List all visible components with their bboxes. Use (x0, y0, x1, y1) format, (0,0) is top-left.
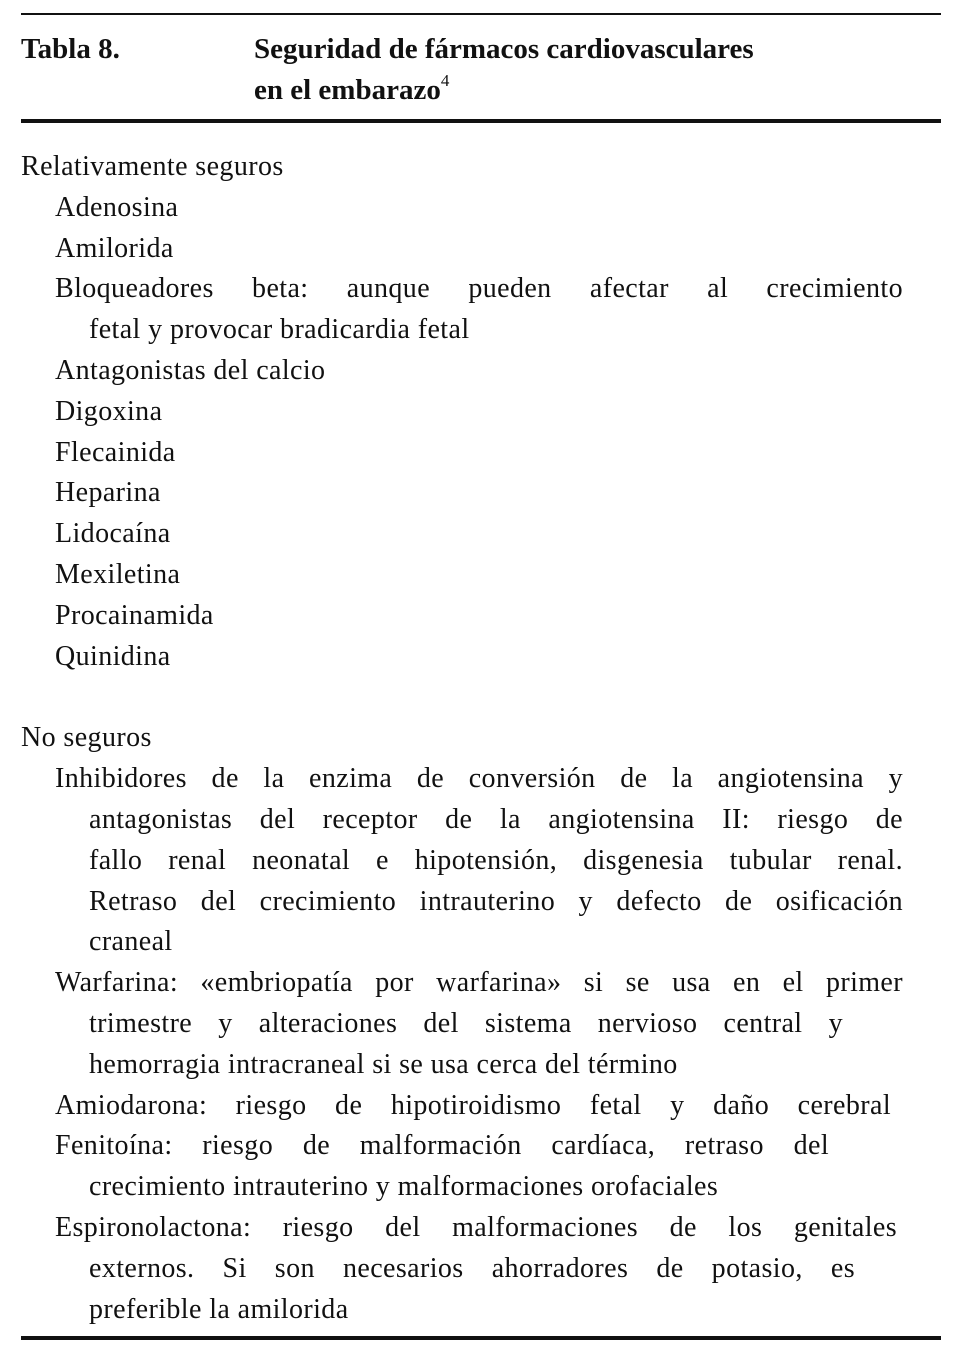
list-item: Mexiletina (55, 558, 181, 590)
list-item: Espironolactona: riesgo del malformaciones de los genitales externos. Si son necesarios ahorradores de potasio, es preferible la amilorida (55, 1211, 897, 1325)
list-item: Quinidina (55, 640, 171, 672)
list-item: Warfarina: «embriopatía por warfarina» si se usa en el primer trimestre y alteraciones del sistema nervioso central y hemorragia intracraneal si se usa cerca del término (55, 967, 903, 1080)
table-number: Tabla 8. (21, 33, 120, 65)
bottom-rule-wrapper (21, 1336, 941, 1340)
section-heading-safe: Relativamente seguros (21, 151, 284, 182)
section-heading-unsafe: No seguros (21, 722, 152, 754)
list-item: Digoxina (55, 395, 163, 427)
table-title-reference: 4 (440, 71, 450, 90)
table-title (254, 29, 934, 111)
bottom-rule (21, 1336, 941, 1340)
list-item: Heparina (55, 477, 161, 509)
section-spacer (21, 677, 941, 718)
list-item: Fenitoína: riesgo de malformación cardíaca, retraso del crecimiento intrauterino y malformaciones orofaciales (55, 1130, 829, 1203)
table-title-line2: en el embarazo (254, 74, 441, 106)
list-item: Procainamida (55, 599, 214, 631)
list-item: Inhibidores de la enzima de conversión de la angiotensina y antagonistas del receptor de la angiotensina II: riesgo de fallo renal neonatal e hipotensión, disgenesia tubular renal. Retraso del crecimiento intrauterino y defecto de osificación craneal (55, 763, 903, 958)
table-8 (21, 13, 941, 1330)
list-item: Antagonistas del calcio (55, 354, 326, 386)
table-header (21, 15, 941, 119)
list-item: Amilorida (55, 232, 174, 264)
list-item: Bloqueadores beta: aunque pueden afectar al crecimiento fetal y provocar bradicardia fetal (55, 273, 903, 346)
list-item: Flecainida (55, 436, 176, 468)
list-item: Amiodarona: riesgo de hipotiroidismo fetal y daño cerebral (55, 1089, 891, 1121)
list-item: Lidocaína (55, 518, 171, 550)
table-body (21, 123, 941, 1330)
table-title-line1: Seguridad de fármacos cardiovasculares (254, 33, 754, 65)
list-item: Adenosina (55, 191, 179, 223)
